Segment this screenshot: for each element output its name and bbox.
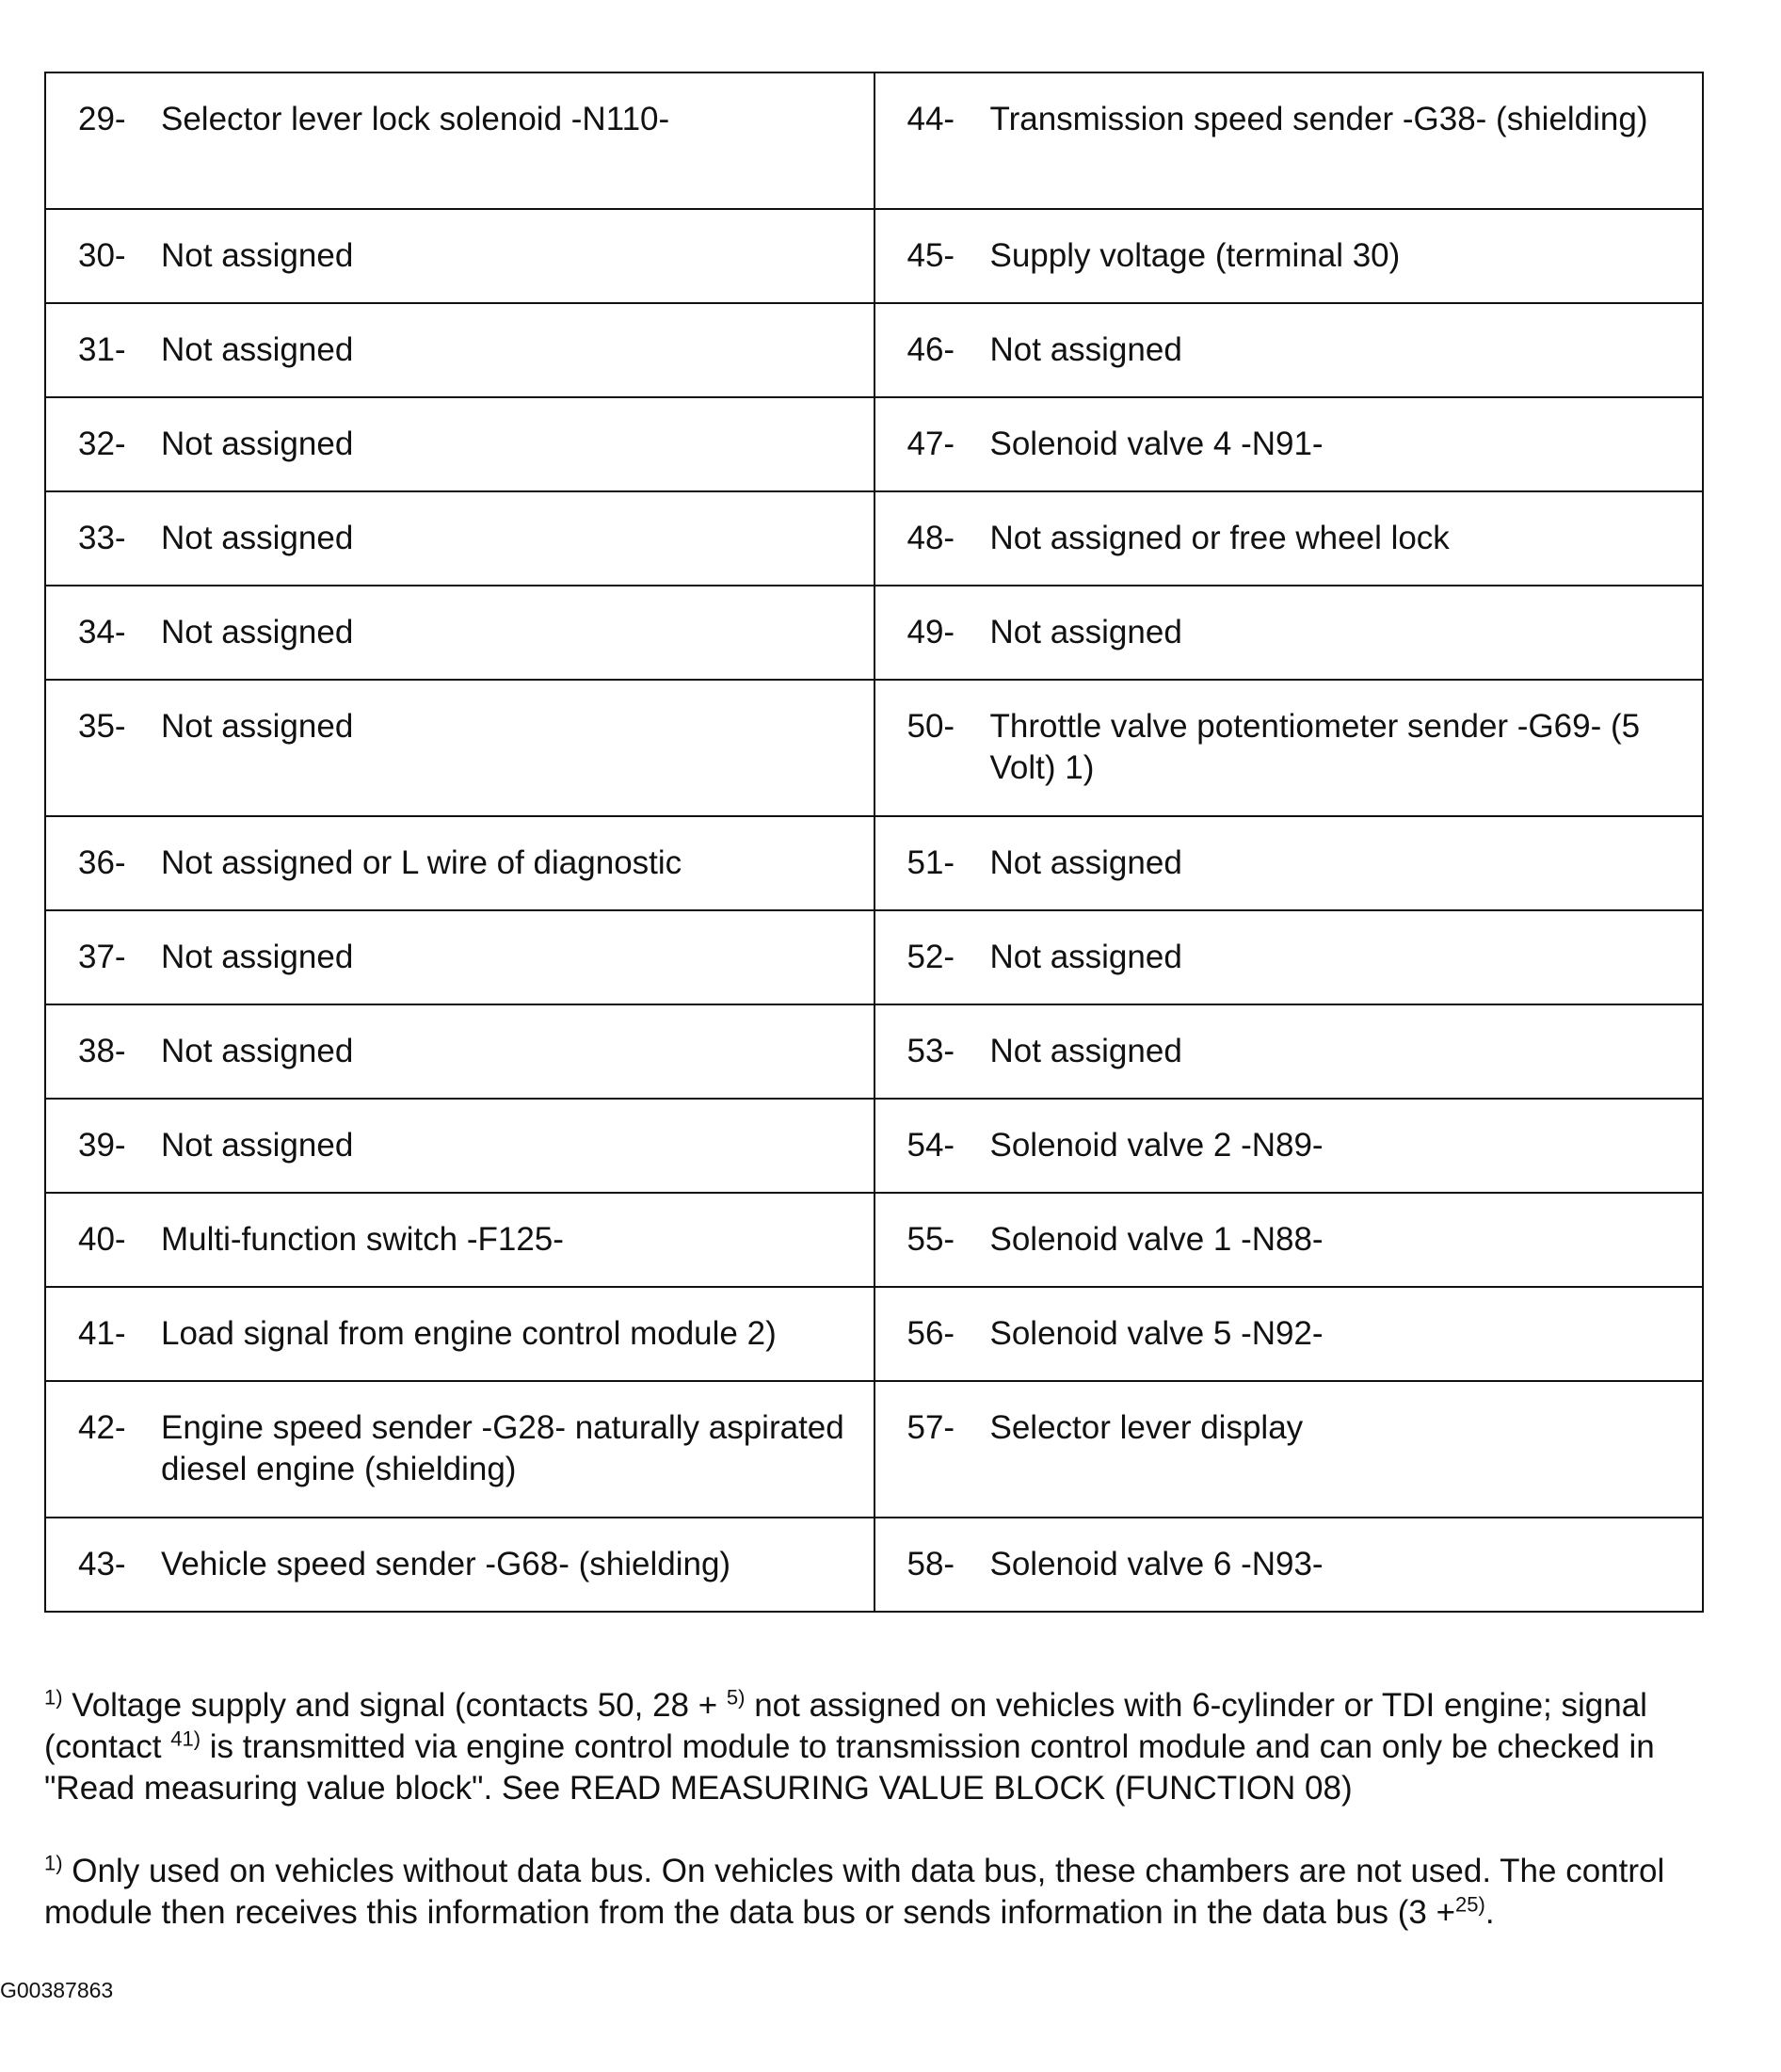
pin-description: Selector lever lock solenoid -N110- bbox=[161, 101, 670, 137]
pin-number: 50- bbox=[907, 708, 955, 745]
footnote-superscript: 41) bbox=[170, 1727, 201, 1751]
table-cell-left bbox=[45, 1099, 874, 1193]
table-cell-right bbox=[874, 397, 1704, 491]
table-cell-left bbox=[45, 680, 874, 816]
table-row bbox=[45, 816, 1703, 910]
pin-description: Solenoid valve 5 -N92- bbox=[989, 1315, 1324, 1352]
pin-number: 42- bbox=[78, 1409, 126, 1446]
pin-number: 39- bbox=[78, 1127, 126, 1164]
table-row bbox=[45, 1381, 1703, 1518]
table-row bbox=[45, 72, 1703, 209]
pin-number: 35- bbox=[78, 708, 126, 745]
table-cell-right bbox=[874, 209, 1704, 303]
table-cell-right bbox=[874, 910, 1704, 1004]
footnote-1 bbox=[44, 1685, 1739, 1809]
pin-number: 41- bbox=[78, 1315, 126, 1352]
table-row bbox=[45, 1518, 1703, 1612]
pin-number: 57- bbox=[907, 1409, 955, 1446]
pin-description: Not assigned or free wheel lock bbox=[989, 520, 1450, 556]
pin-description: Solenoid valve 2 -N89- bbox=[989, 1127, 1324, 1164]
pin-number: 31- bbox=[78, 331, 126, 368]
pin-description: Not assigned bbox=[989, 614, 1182, 651]
pin-description: Not assigned or L wire of diagnostic bbox=[161, 844, 682, 881]
footnote-text: is transmitted via engine control module to transmission control module and can only be checked in "Read measuring value block". See READ MEASURING VALUE BLOCK (FUNCTION 08) bbox=[44, 1728, 1655, 1807]
table-row bbox=[45, 586, 1703, 680]
pin-number: 43- bbox=[78, 1546, 126, 1582]
pin-description: Not assigned bbox=[161, 331, 354, 368]
footnote-text: Voltage supply and signal (contacts 50, 28 + bbox=[62, 1687, 727, 1724]
table-cell-right bbox=[874, 586, 1704, 680]
pin-number: 56- bbox=[907, 1315, 955, 1352]
table-row bbox=[45, 680, 1703, 816]
footnote-2 bbox=[44, 1851, 1739, 1934]
pin-description: Not assigned bbox=[989, 1033, 1182, 1069]
table-cell-left bbox=[45, 1381, 874, 1518]
table-cell-left bbox=[45, 397, 874, 491]
pin-number: 55- bbox=[907, 1221, 955, 1258]
pin-description: Not assigned bbox=[161, 1127, 354, 1164]
footnote-text: not assigned on vehicles with 6-cylinder or TDI engine; signal (contact bbox=[44, 1687, 1647, 1765]
pin-description: Not assigned bbox=[161, 1033, 354, 1069]
table-cell-left bbox=[45, 1193, 874, 1287]
pin-number: 58- bbox=[907, 1546, 955, 1582]
table-cell-left bbox=[45, 303, 874, 397]
pin-number: 32- bbox=[78, 426, 126, 462]
table-cell-right bbox=[874, 816, 1704, 910]
pin-number: 51- bbox=[907, 844, 955, 881]
table-cell-left bbox=[45, 1004, 874, 1099]
table-cell-right bbox=[874, 1287, 1704, 1381]
table-cell-left bbox=[45, 491, 874, 586]
pin-description: Not assigned bbox=[989, 844, 1182, 881]
table-cell-left bbox=[45, 209, 874, 303]
pin-description: Supply voltage (terminal 30) bbox=[989, 237, 1401, 274]
table-row bbox=[45, 1099, 1703, 1193]
table-cell-right bbox=[874, 72, 1704, 209]
pin-number: 52- bbox=[907, 939, 955, 975]
pin-number: 54- bbox=[907, 1127, 955, 1164]
table-cell-right bbox=[874, 491, 1704, 586]
table-cell-right bbox=[874, 680, 1704, 816]
pin-description: Not assigned bbox=[161, 426, 354, 462]
pin-description: Not assigned bbox=[989, 331, 1182, 368]
table-cell-left bbox=[45, 816, 874, 910]
pin-number: 49- bbox=[907, 614, 955, 651]
footnote-marker: 1) bbox=[44, 1685, 63, 1710]
pin-number: 40- bbox=[78, 1221, 126, 1258]
pin-description: Solenoid valve 1 -N88- bbox=[989, 1221, 1324, 1258]
footnote-superscript: 25) bbox=[1455, 1892, 1485, 1917]
pin-description: Engine speed sender -G28- naturally aspirated diesel engine (shielding) bbox=[161, 1409, 844, 1487]
pin-description: Transmission speed sender -G38- (shielding) bbox=[989, 101, 1648, 137]
pin-number: 53- bbox=[907, 1033, 955, 1069]
pin-description: Not assigned bbox=[161, 614, 354, 651]
pin-description: Selector lever display bbox=[989, 1409, 1304, 1446]
pin-number: 33- bbox=[78, 520, 126, 556]
table-row bbox=[45, 1193, 1703, 1287]
table-row bbox=[45, 1004, 1703, 1099]
pin-description: Solenoid valve 4 -N91- bbox=[989, 426, 1324, 462]
table-cell-left bbox=[45, 1287, 874, 1381]
pin-number: 46- bbox=[907, 331, 955, 368]
footnote-text: . bbox=[1484, 1894, 1495, 1931]
table-cell-left bbox=[45, 586, 874, 680]
pin-description: Throttle valve potentiometer sender -G69- (5 Volt) 1) bbox=[989, 708, 1641, 786]
pin-description: Load signal from engine control module 2) bbox=[161, 1315, 777, 1352]
footnote-text: Only used on vehicles without data bus. On vehicles with data bus, these chambers are not used. The control module then receives this information from the data bus or sends information in the data bus (3 + bbox=[44, 1853, 1665, 1931]
table-cell-left bbox=[45, 910, 874, 1004]
pin-number: 48- bbox=[907, 520, 955, 556]
table-row bbox=[45, 303, 1703, 397]
pin-description: Not assigned bbox=[989, 939, 1182, 975]
table-cell-right bbox=[874, 1004, 1704, 1099]
table-row bbox=[45, 491, 1703, 586]
pin-description: Vehicle speed sender -G68- (shielding) bbox=[161, 1546, 731, 1582]
footnote-superscript: 5) bbox=[726, 1685, 746, 1710]
table-cell-right bbox=[874, 303, 1704, 397]
pin-assignment-table bbox=[44, 72, 1704, 1613]
table-cell-left bbox=[45, 72, 874, 209]
footnote-marker: 1) bbox=[44, 1851, 63, 1875]
pin-number: 38- bbox=[78, 1033, 126, 1069]
table-cell-right bbox=[874, 1099, 1704, 1193]
pin-description: Not assigned bbox=[161, 939, 354, 975]
pin-number: 30- bbox=[78, 237, 126, 274]
figure-reference-code: G00387863 bbox=[0, 1978, 114, 2002]
pin-description: Not assigned bbox=[161, 520, 354, 556]
table-cell-right bbox=[874, 1381, 1704, 1518]
table-row bbox=[45, 397, 1703, 491]
pin-number: 37- bbox=[78, 939, 126, 975]
pin-description: Solenoid valve 6 -N93- bbox=[989, 1546, 1324, 1582]
pin-description: Not assigned bbox=[161, 708, 354, 745]
table-row bbox=[45, 1287, 1703, 1381]
pin-description: Not assigned bbox=[161, 237, 354, 274]
pin-number: 29- bbox=[78, 101, 126, 137]
table-cell-right bbox=[874, 1518, 1704, 1612]
pin-number: 45- bbox=[907, 237, 955, 274]
pin-description: Multi-function switch -F125- bbox=[161, 1221, 564, 1258]
table-row bbox=[45, 910, 1703, 1004]
table-cell-left bbox=[45, 1518, 874, 1612]
pin-number: 34- bbox=[78, 614, 126, 651]
table-row bbox=[45, 209, 1703, 303]
footnotes bbox=[44, 1685, 1739, 1975]
pin-number: 47- bbox=[907, 426, 955, 462]
table-cell-right bbox=[874, 1193, 1704, 1287]
pin-number: 44- bbox=[907, 101, 955, 137]
pin-number: 36- bbox=[78, 844, 126, 881]
